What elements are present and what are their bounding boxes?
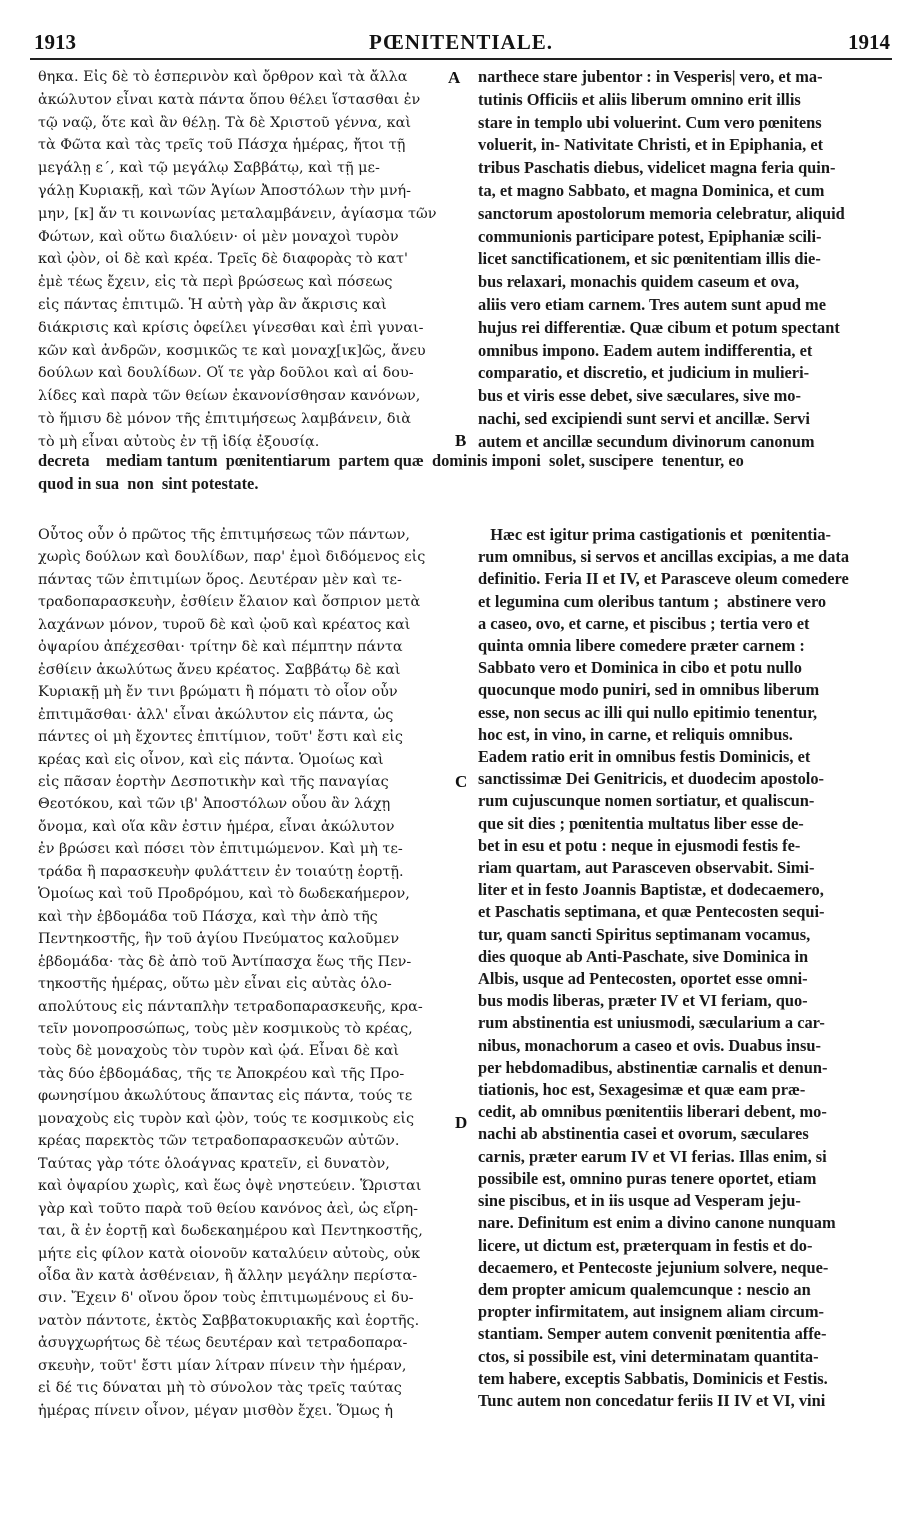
greek-line: λίδες καὶ παρὰ τῶν θείων ἐκανονίσθησαν κανόνων,: [38, 388, 421, 405]
latin-line: quinta omnia libere comedere præter carnem :: [478, 636, 805, 656]
greek-line: Οὗτος οὖν ὁ πρῶτος τῆς ἐπιτιμήσεως τῶν πάντων,: [38, 527, 410, 543]
latin-line: propter infirmitatem, aut insignem aliam circum-: [478, 1302, 824, 1322]
latin-line: hoc est, in vino, in carne, et reliquis omnibus.: [478, 724, 793, 744]
greek-line: μήτε εἰς φίλον κατὰ οἱονοῦν καταλύειν αὐτοὺς, οὐκ: [38, 1245, 421, 1262]
greek-line: μην, [κ] ἄν τι κοινωνίας μεταλαμβάνειν, ἁγίασμα τῶν: [38, 205, 437, 222]
greek-line: ἀκώλυτον εἶναι κατὰ πάντα ὅπου θέλει ἵστασθαι ἐν: [38, 91, 421, 108]
running-title: PŒNITENTIALE.: [369, 30, 553, 54]
latin-line: sine piscibus, et in iis usque ad Vesperam jeju-: [478, 1191, 801, 1211]
greek-line: ὄνομα, καὶ οἵα κἂν ἐστιν ἡμέρα, εἶναι ἀκώλυτον: [38, 818, 395, 835]
latin-line: communionis participare potest, Epiphaniæ scili-: [478, 226, 822, 246]
latin-line: Hæc est igitur prima castigationis et pœnitentia-: [478, 525, 831, 544]
latin-line: nachi, sed excipiendi sunt servi et ancillæ. Servi: [478, 408, 810, 428]
latin-line: tutinis Officiis et aliis liberum omnino erit illis: [478, 89, 801, 109]
greek-line: ἐμὲ τέως ἔχειν, εἰς τὰ περὶ βρώσεως καὶ πόσεως: [38, 274, 393, 291]
latin-line: hujus rei differentiæ. Quæ cibum et potum spectant: [478, 317, 840, 337]
greek-line: ἐπιτιμᾶσθαι· ἀλλ' εἶναι ἀκώλυτον εἰς πάντα, ὡς: [38, 706, 394, 723]
greek-line: τὰ Φῶτα καὶ τὰς τρεῖς τοῦ Πάσχα ἡμέρας, ἤτοι τῇ: [38, 137, 406, 154]
greek-line: Κυριακῇ μὴ ἔν τινι βρώματι ἢ πόματι τὸ οἷον οὖν: [38, 684, 398, 701]
greek-column-bottom: [38, 524, 464, 1422]
bridge-line: decreta mediam tantum pœnitentiarum partem quæ dominis imponi solet, suscipere tenentur, eo: [38, 451, 744, 470]
greek-line: εἰ δέ τις δύναται μὴ τὸ σύνολον τὰς τρεῖς ταύτας: [38, 1380, 402, 1397]
latin-line: bus relaxari, monachis quidem caseum et ova,: [478, 272, 800, 292]
latin-line: omnibus impono. Eadem autem indifferentia, et: [478, 340, 813, 360]
greek-line: τὰς δύο ἑβδομάδας, τῆς τε Ἀποκρέου καὶ τῆς Προ-: [38, 1065, 405, 1082]
greek-line: σκευὴν, τοῦτ' ἔστι μίαν λίτραν πίνειν τὴν ἡμέραν,: [38, 1357, 407, 1374]
greek-line: Ὁμοίως καὶ τοῦ Προδρόμου, καὶ τὸ δωδεκαήμερον,: [38, 886, 410, 903]
latin-line: per hebdomadibus, abstinentiæ carnalis et denun-: [478, 1057, 828, 1077]
latin-line: bet in esu et potu : neque in ejusmodi festis fe-: [478, 835, 801, 855]
latin-line: esse, non secus ac illi qui nullo epitimio tenentur,: [478, 702, 818, 722]
latin-line: riam quartam, aut Parasceven observabit. Simi-: [478, 858, 815, 878]
greek-line: τοὺς δὲ μοναχοὺς τὸν τυρὸν καὶ ᾠά. Εἶναι δὲ καὶ: [38, 1043, 399, 1060]
greek-line: ἐσθίειν ἀκωλύτως ἄνευ κρέατος. Σαββάτῳ δὲ καὶ: [38, 661, 401, 678]
greek-line: θηκα. Εἰς δὲ τὸ ἑσπερινὸν καὶ ὄρθρον καὶ τὰ ἄλλα: [38, 69, 408, 85]
latin-line: Albis, usque ad Pentecosten, oportet esse omni-: [478, 969, 808, 989]
greek-line: μοναχοὺς εἰς τυρὸν καὶ ᾠὸν, τούς τε κοσμικοὺς εἰς: [38, 1110, 415, 1127]
latin-line: possibile est, omnino puras tenere oportet, etiam: [478, 1168, 817, 1188]
greek-line: κῶν καὶ ἀνδρῶν, κοσμικῶς τε καὶ μοναχ[ικ]ῶς, ἄνευ: [38, 342, 426, 359]
latin-column-bottom: [478, 524, 910, 1412]
latin-line: voluerit, in- Nativitate Christi, et in Epiphania, et: [478, 135, 824, 155]
greek-line: τὸ ἥμισυ δὲ μόνον τῆς ἐπιτιμήσεως λαμβάνειν, διὰ: [38, 410, 411, 427]
greek-line: χωρὶς δούλων καὶ δουλίδων, παρ' ἐμοὶ διδόμενος εἰς: [38, 549, 426, 566]
greek-line: γάλῃ Κυριακῇ, καὶ τῶν Ἁγίων Ἀποστόλων τὴν μνή-: [38, 182, 411, 199]
greek-line: ἡμέρας πίνειν οἶνον, μέγαν μισθὸν ἔχει. Ὅμως ἡ: [38, 1402, 393, 1419]
greek-line: ἑβδομάδα· τὰς δὲ ἀπὸ τοῦ Ἀντίπασχα ἕως τῆς Πεν-: [38, 953, 412, 970]
latin-line: Sabbato vero et Dominica in cibo et potu nullo: [478, 658, 802, 678]
latin-line: et Paschatis septimana, et quæ Pentecosten sequi-: [478, 902, 825, 922]
greek-line: ὀψαρίου ἀπέχεσθαι· τρίτην δὲ καὶ πέμπτην πάντα: [38, 639, 403, 656]
page-number-right: 1914: [848, 30, 890, 54]
latin-line: tribus Paschatis diebus, videlicet magna feria quin-: [478, 158, 836, 178]
greek-line: μεγάλῃ ε΄, καὶ τῷ μεγάλῳ Σαββάτῳ, καὶ τῇ με-: [38, 160, 380, 177]
latin-bridge-text: [38, 450, 910, 495]
greek-line: Ταύτας γὰρ τότε ὁλοάγνας κρατεῖν, εἰ δυνατὸν,: [38, 1155, 390, 1172]
greek-line: πάντες οἱ μὴ ἔχοντες ἐπιτίμιον, τοῦτ' ἔστι καὶ εἰς: [38, 729, 403, 746]
latin-line: narthece stare jubentor : in Vesperis| vero, et ma-: [478, 67, 823, 86]
latin-line: Tunc autem non concedatur feriis II IV et VI, vini: [478, 1390, 826, 1410]
latin-line: sanctorum apostolorum memoria celebratur, aliquid: [478, 203, 845, 223]
latin-line: tur, quam sancti Spiritus septimanam vocamus,: [478, 924, 811, 944]
greek-line: οἶδα ἂν κατὰ ἀσθένειαν, ἢ ἄλλην μεγάλην περίστα-: [38, 1267, 418, 1284]
latin-line: a caseo, ovo, et carne, et piscibus ; tertia vero et: [478, 613, 810, 633]
greek-line: κρέας παρεκτὸς τῶν τετραδοπαρασκευῶν αὐτῶν.: [38, 1133, 400, 1150]
greek-line: καὶ ᾠὸν, οἱ δὲ καὶ κρέα. Τρεῖς δὲ διαφορὰς τὸ κατ': [38, 251, 408, 268]
greek-line: τηκοστῆς ἡμέρας, οὕτω μὲν εἶναι εἰς αὐτὰς ὁλο-: [38, 976, 392, 993]
greek-column-top: [38, 66, 467, 454]
section-marker-d: D: [455, 1113, 468, 1132]
greek-line: τὸ μὴ εἶναι αὐτοὺς ἐν τῇ ἰδίᾳ ἐξουσίᾳ.: [38, 433, 320, 450]
greek-line: Θεοτόκου, καὶ τῶν ιβ' Ἀποστόλων οὗου ἂν λάχῃ: [38, 796, 391, 813]
latin-line: rum omnibus, si servos et ancillas excipias, a me data: [478, 547, 850, 567]
greek-line: φωνησίμου ἀκωλύτους ἅπαντας εἰς πάντα, τούς τε: [38, 1088, 413, 1105]
latin-line: aliis vero etiam carnem. Tres autem sunt apud me: [478, 294, 826, 314]
greek-line: διάκρισις καὶ κρίσις ὀφείλει γίνεσθαι καὶ ἐπὶ γυναι-: [38, 319, 424, 336]
section-marker-c: C: [455, 772, 468, 791]
latin-column-top: [478, 66, 910, 454]
latin-line: liter et in festo Joannis Baptistæ, et dodecaemero,: [478, 880, 824, 900]
latin-line: cedit, ab omnibus pœnitentiis liberari debent, mo-: [478, 1102, 827, 1122]
greek-line: κρέας καὶ εἰς οἶνον, καὶ εἰς πάντα. Ὁμοίως καὶ: [38, 751, 384, 768]
latin-line: nachi ab abstinentia casei et ovorum, sæculares: [478, 1124, 809, 1144]
greek-line: Φώτων, καὶ οὕτω διαλύειν· οἱ μὲν μοναχοὶ τυρὸν: [38, 228, 399, 245]
greek-line: καὶ τὴν ἑβδομάδα τοῦ Πάσχα, καὶ τὴν ἀπὸ τῆς: [38, 908, 378, 925]
latin-line: definitio. Feria II et IV, et Parasceve oleum comedere: [478, 569, 849, 589]
greek-line: ἀσυγχωρήτως δὲ τέως δευτέραν καὶ τετραδοπαρα-: [38, 1335, 408, 1352]
greek-line: τῷ ναῷ, ὅτε καὶ ἂν θέλῃ. Τὰ δὲ Χριστοῦ γέννα, καὶ: [38, 114, 411, 131]
latin-line: ctos, si possibile est, vini determinatam quantita-: [478, 1346, 819, 1366]
latin-line: carnis, præter earum IV et VI ferias. Illas enim, si: [478, 1146, 827, 1166]
latin-line: tiationis, hoc est, Sexagesimæ et quæ eam præ-: [478, 1080, 806, 1100]
section-marker-b: B: [455, 431, 467, 450]
latin-line: quocunque modo puniri, sed in omnibus liberum: [478, 680, 820, 700]
latin-line: dies quoque ab Anti-Paschate, sive Dominica in: [478, 946, 809, 966]
greek-line: απολύτους εἰς πάνταπλὴν τετραδοπαρασκευῆς, κρα-: [38, 998, 423, 1015]
latin-line: Eadem ratio erit in omnibus festis Dominicis, et: [478, 747, 811, 767]
latin-line: rum cujuscunque nomen sortiatur, et qualiscun-: [478, 791, 815, 811]
latin-line: nibus, monachorum a caseo et ovis. Duabus insu-: [478, 1035, 821, 1055]
latin-line: stare in templo ubi voluerint. Cum vero pœnitens: [478, 112, 822, 132]
page-header: [30, 30, 892, 60]
latin-line: sanctissimæ Dei Genitricis, et duodecim apostolo-: [478, 769, 824, 789]
greek-line: καὶ ὀψαρίου χωρὶς, καὶ ἕως ὀψὲ νηστεύειν. Ὥρισται: [38, 1178, 422, 1195]
latin-line: comparatio, et discretio, et judicium in mulieri-: [478, 363, 810, 383]
latin-line: tem habere, exceptis Sabbatis, Dominicis et Festis.: [478, 1368, 828, 1388]
latin-line: licere, ut dictum est, præterquam in festis et do-: [478, 1235, 813, 1255]
greek-line: ἐν βρώσει καὶ πόσει τὸν ἐπιτιμώμενον. Καὶ μὴ τε-: [38, 841, 403, 858]
greek-line: σιν. Ἔχειν δ' οἴνου ὅρον τοὺς ἐπιτιμωμένους εἰ δυ-: [38, 1290, 414, 1307]
greek-line: εἰς πᾶσαν ἑορτὴν Δεσποτικὴν καὶ τῆς παναγίας: [38, 773, 389, 790]
greek-line: τραδοπαρασκευὴν, ἐσθίειν ἔλαιον καὶ ὄσπριον μετὰ: [38, 594, 421, 611]
greek-line: Πεντηκοστῆς, ἣν τοῦ ἁγίου Πνεύματος καλοῦμεν: [38, 931, 400, 948]
greek-line: νατὸν πάντοτε, ἐκτὸς Σαββατοκυριακῆς καὶ ἑορτῆς.: [38, 1312, 420, 1329]
greek-line: πάντας τῶν ἐπιτιμίων ὅρος. Δευτέραν μὲν καὶ τε-: [38, 571, 402, 588]
latin-line: decaemero, et Pentecoste jejunium solvere, neque-: [478, 1257, 829, 1277]
latin-line: dem propter amicum qualemcunque : nescio an: [478, 1279, 811, 1299]
latin-line: nare. Definitum est enim a divino canone nunquam: [478, 1213, 836, 1233]
latin-line: autem et ancillæ secundum divinorum canonum: [478, 431, 815, 451]
latin-line: et legumina cum oleribus tantum ; abstinere vero: [478, 591, 827, 611]
latin-line: licet sanctificationem, et sic pœnitentiam illis die-: [478, 249, 821, 269]
greek-line: λαχάνων μόνον, τυροῦ δὲ καὶ ᾠοῦ καὶ κρέατος καὶ: [38, 616, 411, 633]
greek-line: δούλων καὶ δουλίδων. Οἵ τε γὰρ δοῦλοι καὶ αἱ δου-: [38, 365, 414, 382]
greek-line: ται, ἃ ἐν ἑορτῇ καὶ δωδεκαημέρου καὶ Πεντηκοστῆς,: [38, 1223, 423, 1240]
latin-line: bus et viris esse debet, sive sæculares, sive mo-: [478, 386, 801, 406]
bridge-line: quod in sua non sint potestate.: [38, 473, 259, 493]
greek-line: τράδα ἢ παρασκευὴν φυλάττειν ἐν τοιαύτῃ ἑορτῇ.: [38, 863, 404, 880]
latin-line: stantiam. Semper autem convenit pœnitentia affe-: [478, 1324, 827, 1344]
greek-line: γὰρ καὶ τοῦτο παρὰ τοῦ θείου κανόνος ἀεὶ, ὡς εἴρη-: [38, 1200, 419, 1217]
greek-line: εἰς πάντας ἐπιτιμῶ. Ἡ αὐτὴ γὰρ ἂν ἄκρισις καὶ: [38, 296, 387, 313]
section-marker-a: A: [448, 68, 461, 87]
latin-line: que sit dies ; pœnitentia multatus liber esse de-: [478, 813, 804, 833]
latin-line: rum abstinentia est uniusmodi, sæcularium a car-: [478, 1013, 825, 1033]
page-number-left: 1913: [34, 30, 76, 54]
latin-line: ta, et magno Sabbato, et magna Dominica, et cum: [478, 180, 825, 200]
latin-line: bus modis liberas, præter IV et VI feriam, quo-: [478, 991, 808, 1011]
greek-line: τεῖν μονοπροσώπως, τοὺς μὲν κοσμικοὺς τὸ κρέας,: [38, 1020, 413, 1037]
